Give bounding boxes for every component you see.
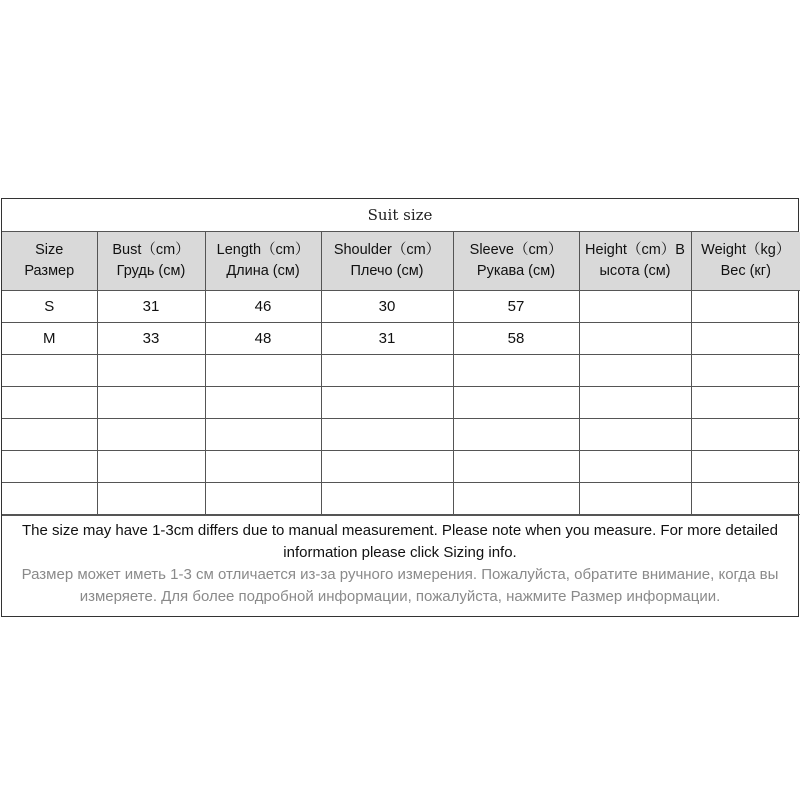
table-cell (579, 323, 691, 355)
header-sleeve: Sleeve（cm） Рукава (см) (453, 232, 579, 291)
table-cell (579, 291, 691, 323)
table-cell (321, 419, 453, 451)
table-cell (2, 387, 97, 419)
table-cell (691, 419, 800, 451)
table-cell (691, 451, 800, 483)
table-row (2, 387, 800, 419)
table-row (2, 451, 800, 483)
table-cell (2, 419, 97, 451)
header-height: Height（cm）B ысота (см) (579, 232, 691, 291)
table-cell (691, 483, 800, 515)
table-cell (691, 355, 800, 387)
table-cell (97, 483, 205, 515)
table-cell (321, 451, 453, 483)
table-cell (97, 451, 205, 483)
header-weight: Weight（kg） Вес (кг) (691, 232, 800, 291)
table-row (2, 291, 800, 323)
table-cell (453, 387, 579, 419)
table-cell (453, 451, 579, 483)
table-cell (579, 483, 691, 515)
table-cell (579, 419, 691, 451)
table-cell (205, 419, 321, 451)
header-length: Length（cm） Длина (см) (205, 232, 321, 291)
table-cell: S (2, 291, 97, 323)
note-russian: Размер может иметь 1-3 см отличается из-за ручного измерения. Пожалуйста, обратите внимание, когда вы измеряете. Для более подробной информации, пожалуйста, нажмите Размер информации. (21, 566, 779, 605)
table-cell (321, 355, 453, 387)
table-cell: 46 (205, 291, 321, 323)
table-cell (321, 387, 453, 419)
size-chart (1, 198, 799, 617)
table-cell (579, 355, 691, 387)
table-cell (691, 323, 800, 355)
table-cell: 58 (453, 323, 579, 355)
table-cell: M (2, 323, 97, 355)
table-cell (2, 483, 97, 515)
table-title: Suit size (2, 199, 798, 232)
table-cell: 31 (97, 291, 205, 323)
table-cell: 31 (321, 323, 453, 355)
table-row (2, 483, 800, 515)
table-cell (453, 419, 579, 451)
table-cell (2, 355, 97, 387)
table-cell: 33 (97, 323, 205, 355)
table-cell: 30 (321, 291, 453, 323)
header-size: Size Размер (2, 232, 97, 291)
header-shoulder: Shoulder（cm） Плечо (см) (321, 232, 453, 291)
table-cell (2, 451, 97, 483)
note-english: The size may have 1-3cm differs due to manual measurement. Please note when you measure. For more detailed information please click Sizing info. (22, 522, 778, 561)
table-cell: 57 (453, 291, 579, 323)
table-cell (205, 387, 321, 419)
size-table (2, 232, 800, 515)
table-cell: 48 (205, 323, 321, 355)
table-body (2, 291, 800, 515)
table-cell (97, 355, 205, 387)
table-cell (691, 387, 800, 419)
table-cell (205, 451, 321, 483)
table-cell (97, 387, 205, 419)
table-cell (579, 387, 691, 419)
table-cell (321, 483, 453, 515)
table-row (2, 323, 800, 355)
header-row (2, 232, 800, 291)
table-row (2, 419, 800, 451)
table-cell (691, 291, 800, 323)
table-cell (453, 483, 579, 515)
table-cell (97, 419, 205, 451)
table-cell (205, 483, 321, 515)
header-bust: Bust（cm） Грудь (см) (97, 232, 205, 291)
table-row (2, 355, 800, 387)
table-cell (453, 355, 579, 387)
table-cell (579, 451, 691, 483)
measurement-note (2, 515, 798, 616)
table-cell (205, 355, 321, 387)
